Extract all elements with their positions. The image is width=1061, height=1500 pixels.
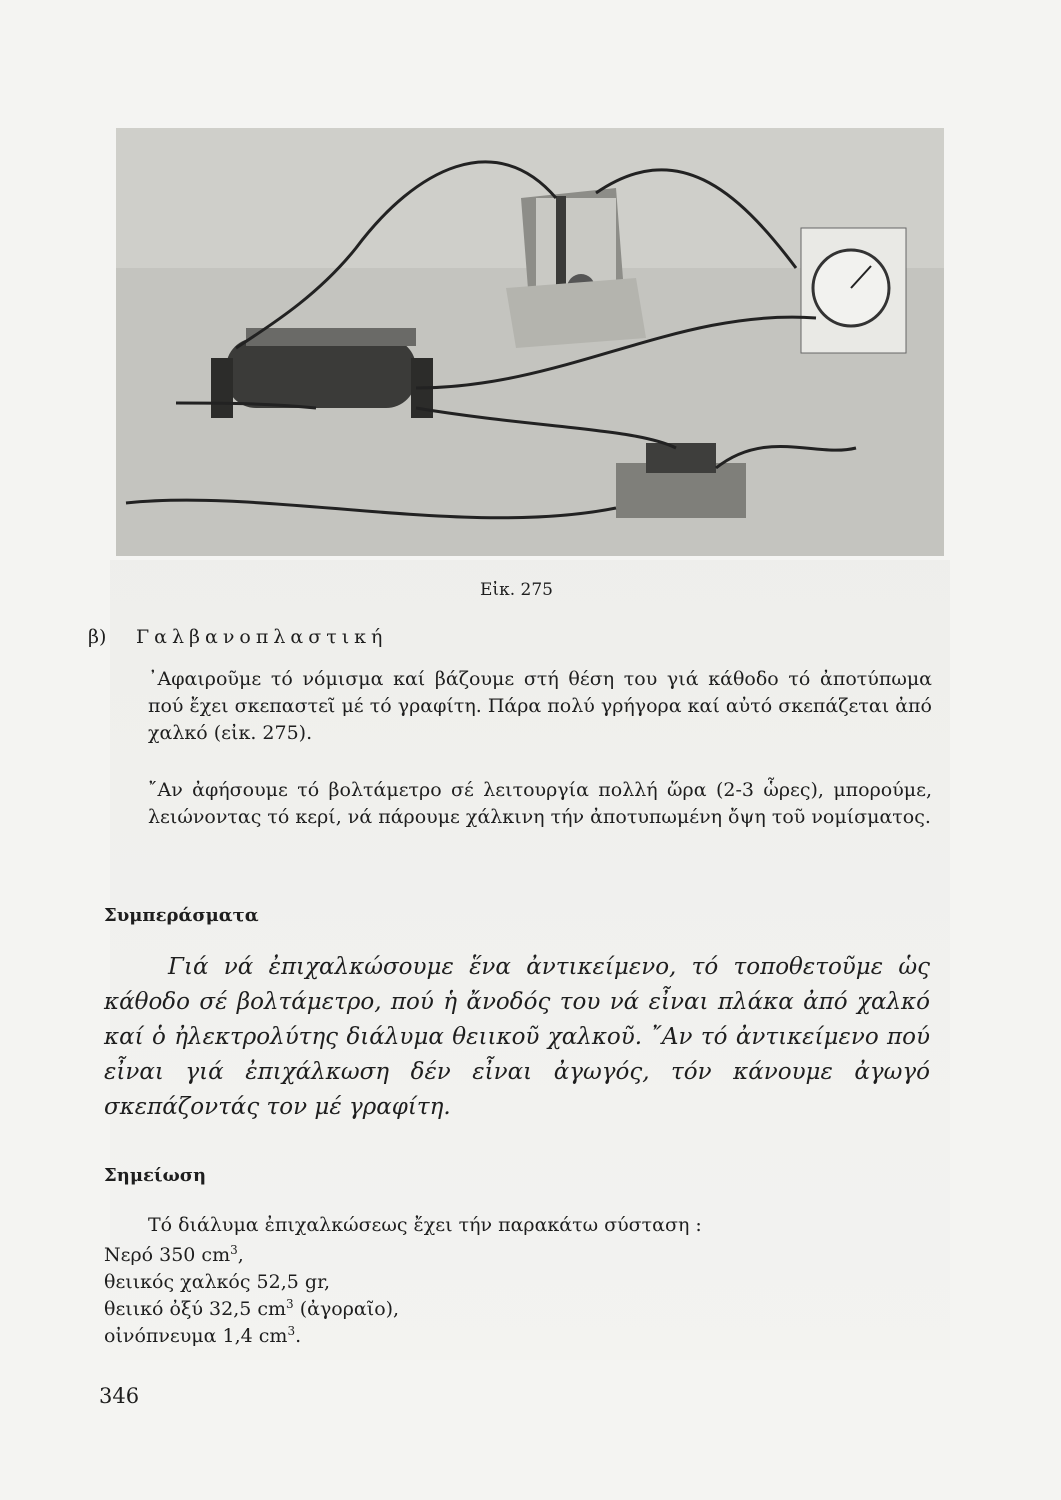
note-heading: Σημείωση [104, 1165, 207, 1186]
composition-line: θειικός χαλκός 52,5 gr, [104, 1271, 331, 1293]
section-title [88, 626, 387, 648]
figure-photo [116, 128, 944, 556]
paragraph-2: ῎Αν ἀφήσουμε τό βολτάμετρο σέ λειτουργία πολλή ὥρα (2-3 ὧρες), μπορούμε, λειώνοντας τό κερί, νά πάρουμε χάλκινη τήν ἀποτυπωμένη ὄψη τοῦ νομίσματος. [148, 779, 932, 828]
composition-list [104, 1242, 399, 1350]
conclusions-heading: Συμπεράσματα [104, 905, 259, 926]
electroplating-apparatus-photo-icon [116, 128, 944, 556]
figure-caption: Εἰκ. 275 [480, 580, 553, 600]
paragraph-1: ᾿Αφαιροῦμε τό νόμισμα καί βάζουμε στή θέση του γιά κάθοδο τό ἀποτύπωμα πού ἔχει σκεπαστεῖ μέ τό γραφίτη. Πάρα πολύ γρήγορα καί αὐτό σκεπάζεται ἀπό χαλκό (εἰκ. 275). [148, 668, 932, 744]
conclusions-text: Γιά νά ἐπιχαλκώσουμε ἕνα ἀντικείμενο, τό τοποθετοῦμε ὡς κάθοδο σέ βολτάμετρο, πού ἡ ἄνοδός του νά εἶναι πλάκα ἀπό χαλκό καί ὁ ἠλεκτρολύτης διάλυμα θειικοῦ χαλκοῦ. ῎Αν τό ἀντικείμενο πού εἶναι γιά ἐπιχάλκωση δέν εἶναι ἀγωγός, τόν κάνουμε ἀγωγό σκεπάζοντάς τον μέ γραφίτη. [104, 954, 930, 1120]
section-label: β) [88, 626, 107, 648]
note-intro: Τό διάλυμα ἐπιχαλκώσεως ἔχει τήν παρακάτω σύσταση : [148, 1214, 702, 1236]
composition-line: Νερό 350 $cm^3$, [104, 1243, 244, 1266]
page-number: 346 [99, 1384, 140, 1408]
section-heading: Γαλβανοπλαστική [136, 626, 388, 648]
composition-line: θειικό ὀξύ 32,5 $cm^3$ (ἀγοραῖο), [104, 1297, 400, 1320]
composition-line: οἰνόπνευμα 1,4 $cm^3$. [104, 1324, 302, 1347]
